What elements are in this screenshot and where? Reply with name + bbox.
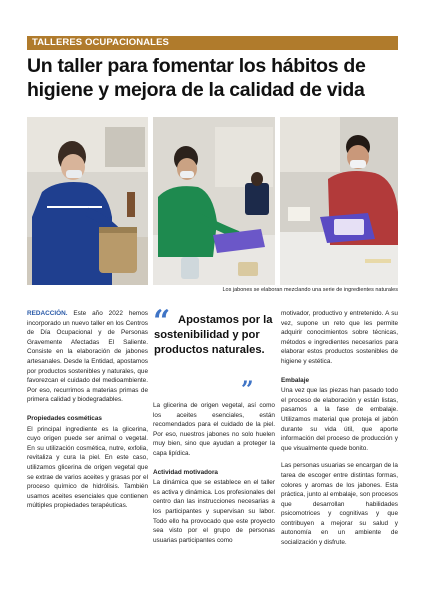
section-label: TALLERES OCUPACIONALES [27,36,398,50]
paragraph-glicerina: La glicerina de origen vegetal, así como los aceites esenciales, están recomendados para el cuidado de la piel. Por eso, nuestros jabones no solo huelen muy bien, sino que ayudan a proteger la capa lipídica. [153,402,275,457]
intro-paragraph [27,309,148,405]
pull-quote-text: Apostamos por la sostenibilidad y por productos naturales. [154,314,273,356]
paragraph-usuarias: Las personas usuarias se encargan de la tarea de escoger entre distintas formas, colores y aromas de los jabones. Esta práctica, junto al embalaje, son procesos que desarrollan habilidades psicomotrices y cognitivas y que contribuyen a mejorar su salud y autonomía en un ambiente de socialización y disfrute. [281,462,398,547]
column-2 [153,304,275,545]
paragraph-motivador: motivador, productivo y entretenido. A su vez, supone un reto que les permite adquirir conocimientos sobre técnicas, métodos e ingredientes necesarios para elaborar estos productos sostenibles de higiene y estética. [281,310,398,365]
photo-workshop-3 [280,117,398,285]
paragraph-embalaje: Una vez que las piezas han pasado todo el proceso de elaboración y están listas, pasamos a la fase de embalaje. Utilizamos material que proteja el jabón durante su vida útil, que aporte información del proceso de producción y que visualmente quede bonito. [281,387,398,452]
column-1 [27,309,148,511]
subheading-propiedades: Propiedades cosméticas [27,414,102,422]
intro-text: Este año 2022 hemos incorporado un nuevo taller en los Centros de Día Ocupacional y de Personas Gravemente Afectadas El Saliente. Consiste en la elaboración de jabones artesanales. Desde la Entidad, apostamos por productos sostenibles y naturales, que favorezcan el cuidado del medioambiente. Por eso, recurrimos a materias primas de primera calidad y biodegradables. [27,310,148,404]
subheading-embalaje: Embalaje [281,376,310,384]
subheading-actividad: Actividad motivadora [153,468,218,476]
open-quote-icon: “ [153,304,171,339]
photo-strip [27,117,398,285]
paragraph-actividad: La dinámica que se establece en el taller es activa y dinámica. Los profesionales del centro dan las instrucciones necesarias a los participantes y supervisan su labor. Todo ello ha provocado que este proyecto sea visto por el grupo de personas usuarias participantes como [153,479,275,544]
photo-caption: Los jabones se elaboran mezclando una serie de ingredientes naturales [222,287,398,293]
paragraph-propiedades: El principal ingrediente es la glicerina, cuyo origen puede ser animal o vegetal. En su utilización cosmética, nutre, exfolia, revitaliza y cura la piel. En este caso, utilizamos glicerina de origen vegetal que se extrae de varios aceites y grasas por el proceso químico de hidrólisis. También usamos aceites esenciales que contienen múltiples propiedades terapéuticas. [27,425,148,510]
byline: REDACCIÓN. [27,310,68,317]
column-3 [281,309,398,548]
pull-quote [153,304,275,403]
photo-workshop-2 [153,117,275,285]
close-quote-icon: ” [241,377,254,403]
headline: Un taller para fomentar los hábitos de higiene y mejora de la calidad de vida [27,55,366,101]
photo-workshop-1 [27,117,148,285]
